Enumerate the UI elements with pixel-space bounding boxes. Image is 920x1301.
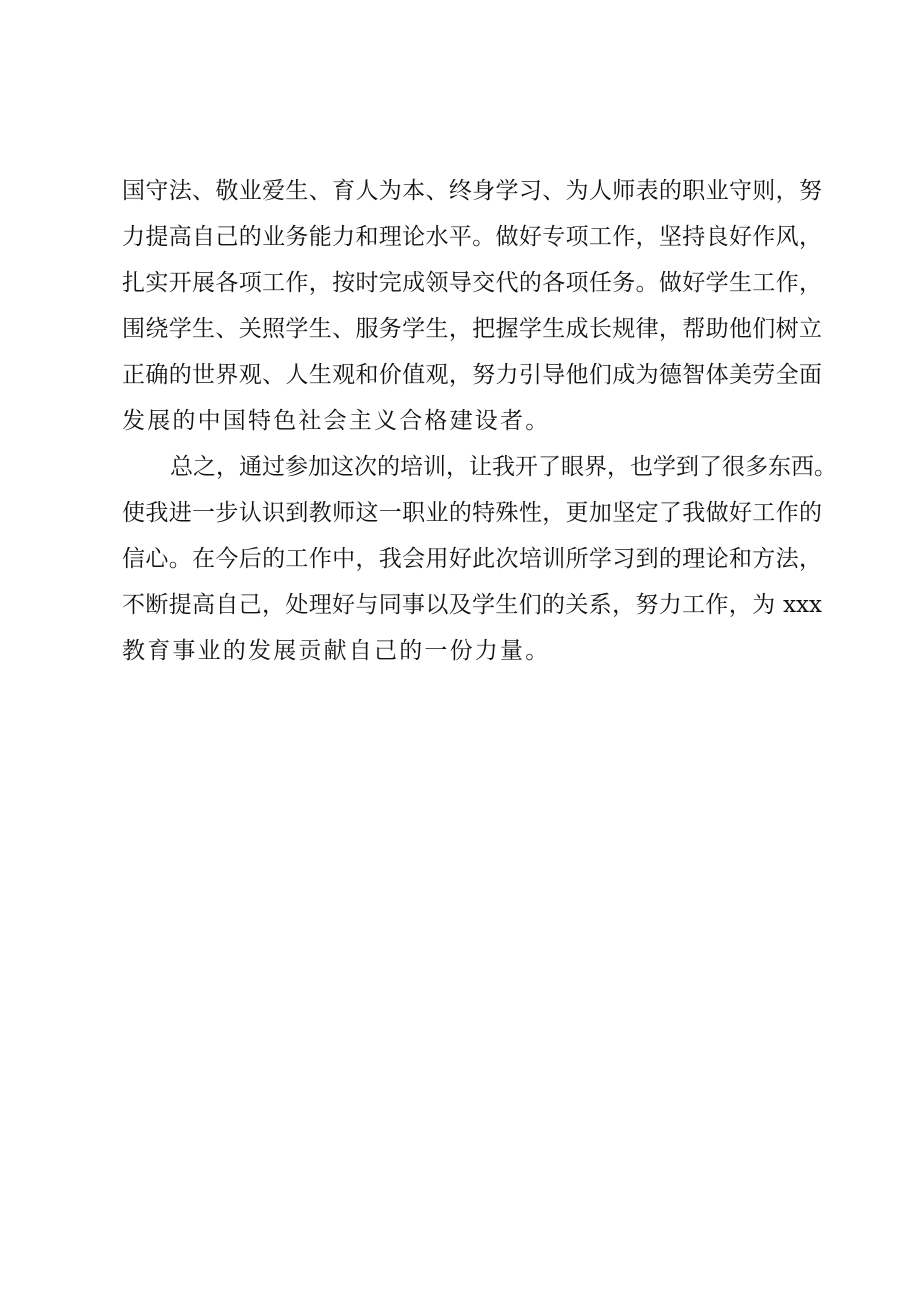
text-line: 总之，通过参加这次的培训，让我开了眼界，也学到了很多东西。	[170, 454, 837, 480]
text-line: 信心。在今后的工作中，我会用好此次培训所学习到的理论和方法，	[122, 546, 822, 572]
text-line: 教育事业的发展贡献自己的一份力量。	[122, 638, 551, 664]
text-line: 发展的中国特色社会主义合格建设者。	[122, 408, 551, 434]
text-line: 力提高自己的业务能力和理论水平。做好专项工作，坚持良好作风，	[122, 224, 822, 250]
text-line: 正确的世界观、人生观和价值观，努力引导他们成为德智体美劳全面	[122, 362, 822, 388]
document-body	[122, 168, 837, 674]
text-line: 使我进一步认识到教师这一职业的特殊性，更加坚定了我做好工作的	[122, 500, 822, 526]
paragraph-1	[122, 168, 822, 444]
paragraph-2	[122, 444, 837, 674]
text-line: 围绕学生、关照学生、服务学生，把握学生成长规律，帮助他们树立	[122, 316, 822, 342]
text-line: 扎实开展各项工作，按时完成领导交代的各项任务。做好学生工作，	[122, 270, 822, 296]
text-line: 国守法、敬业爱生、育人为本、终身学习、为人师表的职业守则，努	[122, 178, 822, 204]
text-line: 不断提高自己，处理好与同事以及学生们的关系，努力工作，为 xxx	[122, 592, 822, 618]
